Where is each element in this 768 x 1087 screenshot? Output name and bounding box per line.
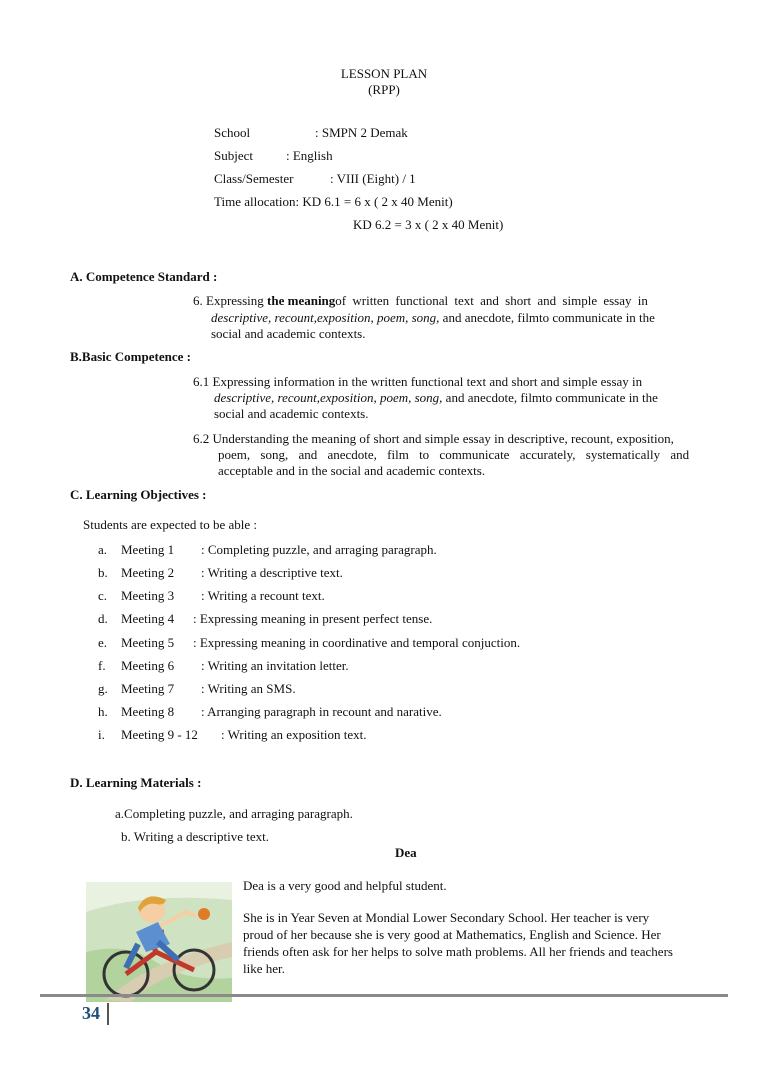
- subject-label: Subject: [214, 148, 253, 163]
- objective-letter: h.: [98, 704, 108, 719]
- basic-comp-1-line1: 6.1 Expressing information in the written functional text and short and simple essay in: [193, 374, 643, 389]
- objective-letter: f.: [98, 658, 106, 673]
- objective-text: : Writing an invitation letter.: [201, 658, 349, 673]
- objective-text: : Expressing meaning in coordinative and temporal conjuction.: [193, 635, 521, 650]
- time-allocation-2: KD 6.2 = 3 x ( 2 x 40 Menit): [353, 217, 504, 232]
- basic-comp-1-line2: [214, 390, 658, 406]
- objective-text: : Writing a recount text.: [201, 588, 325, 603]
- section-d-heading: D. Learning Materials :: [70, 775, 202, 790]
- objectives-intro: Students are expected to be able :: [83, 517, 257, 532]
- cs-line2-italic: descriptive, recount,exposition, poem, song,: [211, 310, 440, 325]
- time-allocation: Time allocation: KD 6.1 = 6 x ( 2 x 40 Menit): [214, 194, 453, 209]
- basic-comp-2-line3: acceptable and in the social and academic contexts.: [218, 463, 486, 478]
- objective-letter: a.: [98, 542, 108, 557]
- objective-text: : Writing a descriptive text.: [201, 565, 343, 580]
- objective-letter: d.: [98, 611, 108, 626]
- story-paragraph-1: Dea is a very good and helpful student.: [243, 878, 447, 893]
- basic-comp-2-line2: poem, song, and anecdote, film to communicate accurately, systematically and: [218, 447, 690, 462]
- objective-meeting: Meeting 8: [121, 704, 175, 719]
- page-title: LESSON PLAN: [340, 66, 428, 81]
- objective-text: : Completing puzzle, and arraging paragraph.: [201, 542, 437, 557]
- basic-comp-1-line3: social and academic contexts.: [214, 406, 369, 421]
- objective-text: : Arranging paragraph in recount and narative.: [201, 704, 442, 719]
- objective-meeting: Meeting 4: [121, 611, 175, 626]
- objective-meeting: Meeting 7: [121, 681, 175, 696]
- page-number: 34: [82, 1003, 100, 1023]
- cs-bold: the meaning: [267, 293, 336, 308]
- bc1-rest: and anecdote, filmto communicate in the: [442, 390, 658, 405]
- objective-text: : Writing an SMS.: [201, 681, 296, 696]
- section-a-heading: A. Competence Standard :: [70, 269, 218, 284]
- page-subtitle: (RPP): [368, 82, 400, 97]
- section-c-heading: C. Learning Objectives :: [70, 487, 207, 502]
- objective-letter: b.: [98, 565, 108, 580]
- objective-meeting: Meeting 2: [121, 565, 175, 580]
- subject-value: : English: [286, 148, 333, 163]
- page-number-divider: [107, 1003, 109, 1025]
- cs-line2-rest: and anecdote, filmto communicate in the: [439, 310, 655, 325]
- cs-rest: of written functional text and short and simple essay in: [335, 293, 648, 308]
- objective-letter: c.: [98, 588, 108, 603]
- class-label: Class/Semester: [214, 171, 294, 186]
- objective-text: : Expressing meaning in present perfect tense.: [193, 611, 433, 626]
- objective-meeting: Meeting 5: [121, 635, 175, 650]
- objective-text: : Writing an exposition text.: [221, 727, 367, 742]
- objective-meeting: Meeting 3: [121, 588, 175, 603]
- material-a: a.Completing puzzle, and arraging paragraph.: [115, 806, 353, 821]
- bc1-italic: descriptive, recount,exposition, poem, song,: [214, 390, 443, 405]
- section-b-heading: B.Basic Competence :: [70, 349, 191, 364]
- objective-letter: e.: [98, 635, 108, 650]
- basic-comp-2-line1: 6.2 Understanding the meaning of short and simple essay in descriptive, recount, exposition,: [193, 431, 674, 446]
- school-label: School: [214, 125, 251, 140]
- story-p2-line2: proud of her because she is very good at Mathematics, English and Science. Her: [243, 927, 661, 942]
- objective-meeting: Meeting 6: [121, 658, 175, 673]
- story-p2-line3: friends often ask for her helps to solve math problems. All her friends and teachers: [243, 944, 673, 959]
- competence-standard-line3: social and academic contexts.: [211, 326, 366, 341]
- objective-meeting: Meeting 9 - 12: [121, 727, 198, 742]
- material-b: b. Writing a descriptive text.: [121, 829, 269, 844]
- story-p2-line4: like her.: [243, 961, 285, 976]
- story-title: Dea: [395, 845, 417, 860]
- objective-meeting: Meeting 1: [121, 542, 175, 557]
- school-value: : SMPN 2 Demak: [315, 125, 408, 140]
- girl-bicycle-illustration: [86, 882, 232, 1002]
- objective-letter: g.: [98, 681, 108, 696]
- cs-num: 6. Expressing: [193, 293, 268, 308]
- competence-standard-line1: [193, 293, 723, 309]
- competence-standard-line2: [211, 310, 655, 326]
- story-p2-line1: She is in Year Seven at Mondial Lower Secondary School. Her teacher is very: [243, 910, 650, 925]
- class-value: : VIII (Eight) / 1: [330, 171, 416, 186]
- objective-letter: i.: [98, 727, 105, 742]
- footer-rule: [40, 994, 728, 997]
